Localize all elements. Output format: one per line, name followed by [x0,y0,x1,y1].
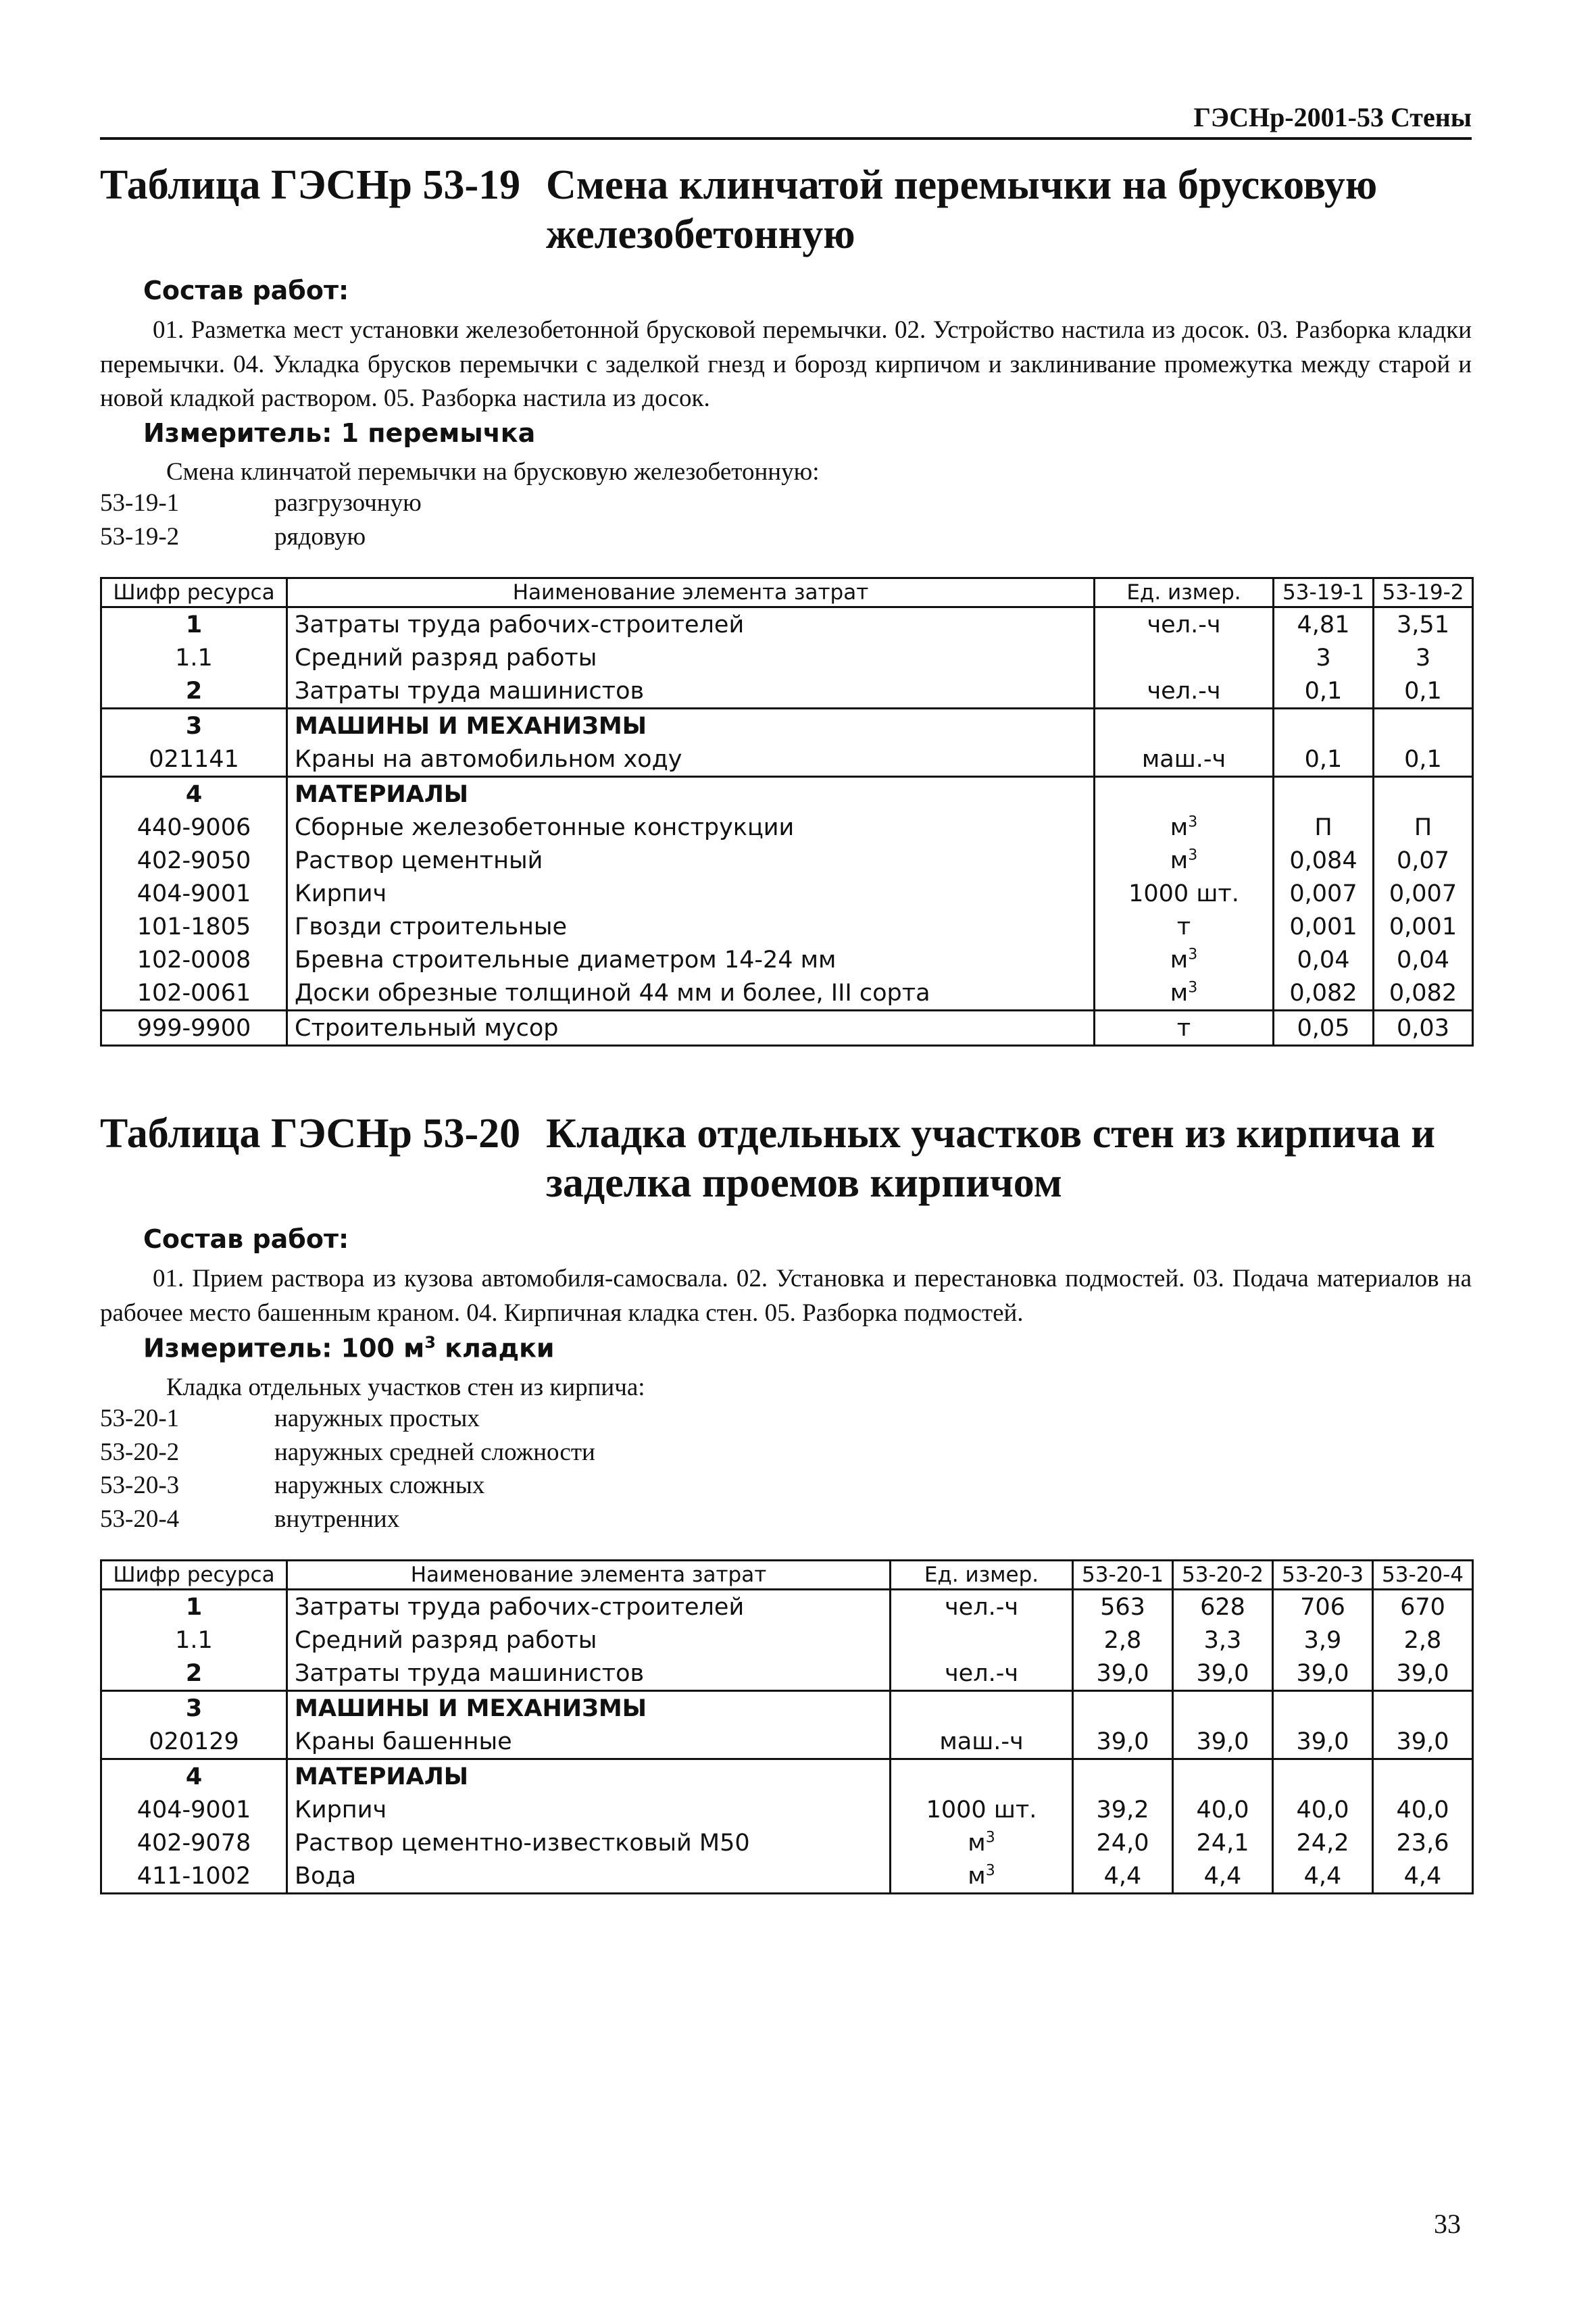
table-row [101,1590,1473,1624]
table-row [101,976,1473,1011]
variant-code: 53-19-2 [100,523,180,551]
row-unit: чел.-ч [1095,607,1274,642]
row-name: Доски обрезные толщиной 44 мм и более, III сорта [287,976,1095,1011]
table-row [101,877,1473,910]
row-code: 404-9001 [101,877,287,910]
row-name: Краны башенные [287,1725,891,1759]
row-value [1173,1759,1273,1794]
col-header-name: Наименование элемента затрат [287,1561,891,1590]
row-value: 39,0 [1073,1657,1173,1691]
resource-table [100,577,1474,1047]
row-value: 3 [1274,641,1374,674]
row-name: Затраты труда машинистов [287,674,1095,709]
variant-code: 53-20-1 [100,1404,180,1432]
row-unit: маш.-ч [891,1725,1073,1759]
table-row [101,674,1473,709]
row-code: 101-1805 [101,910,287,943]
table-row [101,1657,1473,1691]
col-header-variant: 53-19-1 [1274,578,1374,607]
unit-text: м [1170,979,1189,1007]
row-value: 0,082 [1274,976,1374,1011]
row-name: Бревна строительные диаметром 14-24 мм [287,943,1095,976]
row-code: 020129 [101,1725,287,1759]
row-unit [891,1826,1073,1859]
row-value: 3 [1374,641,1473,674]
row-value [1374,709,1473,743]
row-value: 4,81 [1274,607,1374,642]
row-value [1073,1691,1173,1726]
variant-code: 53-20-4 [100,1505,180,1534]
row-value: 23,6 [1373,1826,1473,1859]
row-value: 39,0 [1273,1725,1373,1759]
row-value: 4,4 [1373,1859,1473,1894]
row-code: 2 [101,674,287,709]
table-row [101,1826,1473,1859]
row-name: Затраты труда рабочих-строителей [287,1590,891,1624]
row-unit: 1000 шт. [891,1793,1073,1826]
row-unit [1095,641,1274,674]
row-value: 4,4 [1273,1859,1373,1894]
unit-label-text: Измеритель: 100 м [143,1333,425,1363]
variant-text: наружных сложных [274,1472,485,1500]
table-title: Смена клинчатой перемычки на брусковую железобетонную [546,162,1378,258]
row-value [1274,709,1374,743]
row-value: 0,1 [1374,674,1473,709]
col-header-variant: 53-20-3 [1273,1561,1373,1590]
row-unit: т [1095,910,1274,943]
variants-intro: Смена клинчатой перемычки на брусковую железобетонную: [166,458,820,486]
works-text: 01. Прием раствора из кузова автомобиля-самосвала. 02. Установка и перестановка подмостей. 03. Подача материалов на рабочее место башенным краном. 04. Кирпичная кладка стен. 05. Разборка подмостей. [100,1265,1472,1327]
row-value: 39,0 [1373,1657,1473,1691]
variant-code: 53-20-2 [100,1438,180,1466]
row-unit: 1000 шт. [1095,877,1274,910]
row-code: 102-0008 [101,943,287,976]
row-value: 0,03 [1374,1011,1473,1046]
row-name: Краны на автомобильном ходу [287,743,1095,777]
unit-superscript: 3 [1188,846,1198,863]
col-header-code: Шифр ресурса [101,1561,287,1590]
row-value: 0,1 [1374,743,1473,777]
row-code: 3 [101,1691,287,1726]
row-value [1273,1691,1373,1726]
row-value: 2,8 [1373,1624,1473,1657]
row-value: 0,001 [1274,910,1374,943]
row-value: 3,9 [1273,1624,1373,1657]
row-value: 40,0 [1373,1793,1473,1826]
table-row [101,1793,1473,1826]
row-name: Кирпич [287,1793,891,1826]
unit-text: м [1170,813,1189,841]
row-value: 0,07 [1374,844,1473,877]
works-text: 01. Разметка мест установки железобетонной брусковой перемычки. 02. Устройство настила из досок. 03. Разборка кладки перемычки. 04. Укладка брусков перемычки с заделкой гнезд и борозд кирпичом и заклинивание промежутка между старой и новой кладкой раствором. 05. Разборка настила из досок. [100,316,1472,412]
table-row [101,1624,1473,1657]
unit-superscript: 3 [1188,813,1198,830]
row-unit [1095,943,1274,976]
unit-text: м [1170,847,1189,874]
unit-label [143,1333,1472,1363]
table-row [101,844,1473,877]
row-unit [1095,844,1274,877]
row-value: 24,1 [1173,1826,1273,1859]
variant-text: наружных простых [274,1404,480,1432]
table-row [101,1691,1473,1726]
row-value: П [1374,811,1473,844]
row-value: 0,05 [1274,1011,1374,1046]
table-heading [100,161,1472,259]
variant-list [100,1402,1472,1537]
row-value: 706 [1273,1590,1373,1624]
unit-superscript: 3 [985,1862,995,1880]
row-unit: чел.-ч [1095,674,1274,709]
variant-item [100,1469,1472,1503]
row-code: 404-9001 [101,1793,287,1826]
works-label: Состав работ: [143,276,349,306]
table-row [101,641,1473,674]
row-code: 4 [101,777,287,811]
unit-superscript: 3 [985,1829,995,1846]
row-name: Строительный мусор [287,1011,1095,1046]
row-name: Затраты труда машинистов [287,1657,891,1691]
row-value: 39,0 [1173,1725,1273,1759]
row-unit [1095,976,1274,1011]
row-value: 24,0 [1073,1826,1173,1859]
row-value [1173,1691,1273,1726]
row-unit [891,1624,1073,1657]
row-code: 1 [101,607,287,642]
row-code: 1.1 [101,641,287,674]
table-row [101,777,1473,811]
variant-item [100,1436,1472,1469]
page-number: 33 [1434,2209,1461,2239]
table-header-row [101,578,1473,607]
variant-item [100,1503,1472,1536]
variant-item [100,520,1472,554]
variant-list [100,486,1472,554]
table-title: Кладка отдельных участков стен из кирпича и заделка проемов кирпичом [546,1111,1435,1207]
table-row [101,1725,1473,1759]
row-value: 628 [1173,1590,1273,1624]
variant-code: 53-20-3 [100,1472,180,1500]
row-name: Раствор цементно-известковый М50 [287,1826,891,1859]
table-row [101,943,1473,976]
row-value: 39,0 [1173,1657,1273,1691]
row-name: МАШИНЫ И МЕХАНИЗМЫ [287,1691,891,1726]
row-value: 4,4 [1173,1859,1273,1894]
row-value: 40,0 [1273,1793,1373,1826]
table-row [101,743,1473,777]
row-code: 1.1 [101,1624,287,1657]
row-unit [1095,811,1274,844]
row-value [1374,777,1473,811]
row-value: 0,084 [1274,844,1374,877]
col-header-variant: 53-19-2 [1374,578,1473,607]
col-header-unit: Ед. измер. [1095,578,1274,607]
row-value: 0,001 [1374,910,1473,943]
col-header-variant: 53-20-1 [1073,1561,1173,1590]
row-unit: т [1095,1011,1274,1046]
section-53-20 [100,1109,1472,1894]
row-value: 3,3 [1173,1624,1273,1657]
row-name: Раствор цементный [287,844,1095,877]
row-name: Затраты труда рабочих-строителей [287,607,1095,642]
row-unit: маш.-ч [1095,743,1274,777]
row-code: 402-9050 [101,844,287,877]
unit-label: Измеритель: 1 перемычка [143,418,536,449]
row-unit: чел.-ч [891,1590,1073,1624]
row-value [1073,1759,1173,1794]
row-value: 0,1 [1274,674,1374,709]
row-value [1273,1759,1373,1794]
row-value: П [1274,811,1374,844]
variant-text: наружных средней сложности [274,1438,595,1466]
row-unit: чел.-ч [891,1657,1073,1691]
works-label: Состав работ: [143,1224,349,1255]
row-name: Кирпич [287,877,1095,910]
unit-superscript: 3 [1188,978,1198,996]
table-header-row [101,1561,1473,1590]
row-value: 0,04 [1374,943,1473,976]
col-header-variant: 53-20-2 [1173,1561,1273,1590]
row-unit [1095,777,1274,811]
row-code: 999-9900 [101,1011,287,1046]
row-code: 4 [101,1759,287,1794]
row-value: 0,007 [1374,877,1473,910]
row-value [1373,1759,1473,1794]
variant-text: внутренних [274,1505,400,1534]
table-number: Таблица ГЭСНр 53-19 [100,162,521,208]
unit-text: м [968,1862,986,1890]
row-code: 102-0061 [101,976,287,1011]
unit-text: м [1170,946,1189,974]
row-value: 563 [1073,1590,1173,1624]
row-name: МАТЕРИАЛЫ [287,777,1095,811]
row-value: 3,51 [1374,607,1473,642]
row-code: 021141 [101,743,287,777]
row-value: 24,2 [1273,1826,1373,1859]
variant-code: 53-19-1 [100,489,180,518]
table-heading [100,1109,1472,1208]
row-code: 440-9006 [101,811,287,844]
row-name: Вода [287,1859,891,1894]
row-value: 0,082 [1374,976,1473,1011]
row-name: Средний разряд работы [287,1624,891,1657]
row-name: Сборные железобетонные конструкции [287,811,1095,844]
unit-text: м [968,1829,986,1857]
col-header-unit: Ед. измер. [891,1561,1073,1590]
row-value: 39,0 [1373,1725,1473,1759]
table-row [101,910,1473,943]
col-header-code: Шифр ресурса [101,578,287,607]
variant-text: разгрузочную [274,489,422,518]
row-name: МАТЕРИАЛЫ [287,1759,891,1794]
row-unit [891,1859,1073,1894]
variant-item [100,486,1472,520]
table-row [101,1859,1473,1894]
row-value: 39,0 [1073,1725,1173,1759]
unit-label-suffix: кладки [435,1333,555,1363]
table-row [101,709,1473,743]
row-value [1274,777,1374,811]
row-code: 2 [101,1657,287,1691]
row-value: 670 [1373,1590,1473,1624]
row-value: 40,0 [1173,1793,1273,1826]
row-name: МАШИНЫ И МЕХАНИЗМЫ [287,709,1095,743]
col-header-name: Наименование элемента затрат [287,578,1095,607]
row-code: 1 [101,1590,287,1624]
row-code: 402-9078 [101,1826,287,1859]
table-number: Таблица ГЭСНр 53-20 [100,1111,521,1157]
row-value: 0,007 [1274,877,1374,910]
unit-label-superscript: 3 [424,1332,436,1352]
table-row [101,1759,1473,1794]
unit-superscript: 3 [1188,945,1198,963]
row-value: 39,2 [1073,1793,1173,1826]
row-unit [891,1759,1073,1794]
variant-item [100,1402,1472,1436]
table-row [101,811,1473,844]
variant-text: рядовую [274,523,366,551]
row-name: Гвозди строительные [287,910,1095,943]
row-code: 411-1002 [101,1859,287,1894]
row-value: 2,8 [1073,1624,1173,1657]
row-value [1373,1691,1473,1726]
row-value: 0,04 [1274,943,1374,976]
col-header-variant: 53-20-4 [1373,1561,1473,1590]
row-value: 4,4 [1073,1859,1173,1894]
section-53-19 [100,161,1472,1047]
row-unit [891,1691,1073,1726]
variants-intro: Кладка отдельных участков стен из кирпича: [166,1373,645,1401]
table-row [101,1011,1473,1046]
row-value: 39,0 [1273,1657,1373,1691]
running-header: ГЭСНр-2001-53 Стены [100,101,1472,140]
resource-table [100,1559,1474,1894]
table-row [101,607,1473,642]
row-name: Средний разряд работы [287,641,1095,674]
row-value: 0,1 [1274,743,1374,777]
row-code: 3 [101,709,287,743]
row-unit [1095,709,1274,743]
